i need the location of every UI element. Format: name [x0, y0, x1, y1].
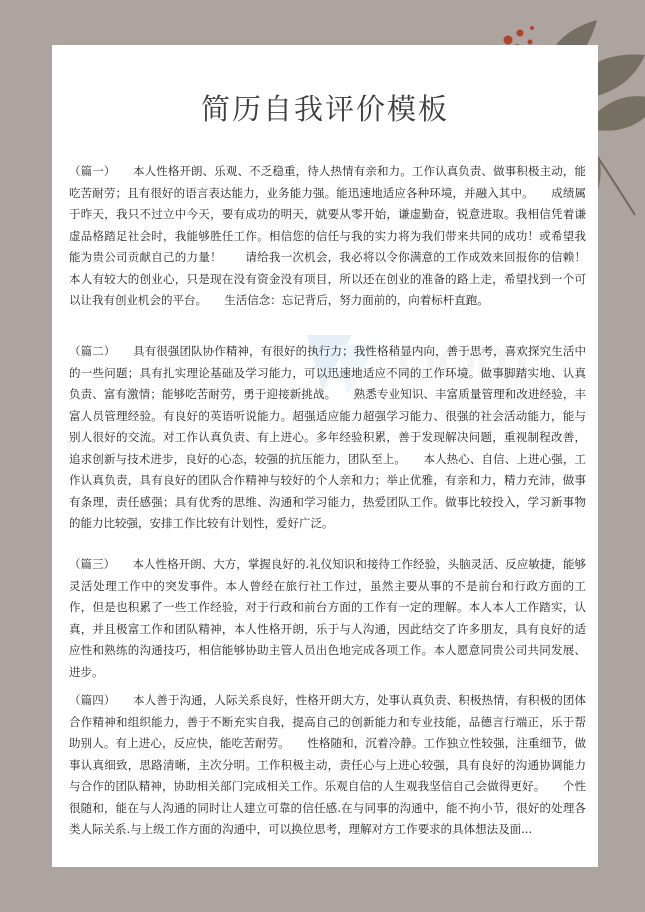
document-page [52, 45, 609, 867]
section-2-text: （篇二） 具有很强团队协作精神，有很好的执行力；我性格稍显内向，善于思考，喜欢探究生活中的一些问题；具有扎实理论基础及学习能力，可以迅速地适应不同的工作环境。做事脚踏实地、认真负责、富有激情；能够吃苦耐劳，勇于迎接新挑战。 熟悉专业知识、丰富质量管理和改进经验，丰富人员管理经验。有良好的英语听说能力。超强适应能力超强学习能力、很强的社会活动能力，能与别人很好的交流。对工作认真负责、有上进心。多年经验积累，善于发现解决问题，重视制程改善，追求创新与技术进步，良好的心态，较强的抗压能力，团队至上。 本人热心、自信、上进心强，工作认真负责，具有良好的团队合作精神与较好的个人亲和力；举止优雅，有亲和力，精力充沛，做事有条理，责任感强；具有优秀的思维、沟通和学习能力，热爱团队工作。做事比较投入，学习新事物的能力比较强，安排工作比较有计划性，爱好广泛。 [69, 344, 586, 530]
document-title: 简历自我评价模板 [200, 92, 449, 126]
section-1-text: （篇一） 本人性格开朗、乐观、不乏稳重，待人热情有亲和力。工作认真负责、做事积极主动，能吃苦耐劳；且有很好的语言表达能力，业务能力强。能迅速地适应各种环境，并融入其中。 成绩属于昨天，我只不过立中今天，要有成功的明天，就要从零开始，谦虚勤奋，锐意进取。我相信凭着谦虚品格踏足社会时，我能够胜任工作。相信您的信任与我的实力将为我们带来共同的成功！或希望我能为贵公司贡献自己的力量！ 请给我一次机会，我必将以令你满意的工作成效来回报你的信赖！ 本人有较大的创业心，只是现在没有资金没有项目，所以还在创业的准备的路上走，希望找到一个可以让我有创业机会的平台。 生活信念：忘记背后，努力面前的，向着标杆直跑。 [69, 164, 609, 307]
section-4-text: （篇四） 本人善于沟通，人际关系良好，性格开朗大方，处事认真负责、积极热情，有积极的团体合作精神和组织能力，善于不断充实自我，提高自己的创新能力和专业技能，品德言行端正，乐于帮助别人。有上进心，反应快，能吃苦耐劳。 性格随和，沉着冷静。工作独立性较强，注重细节，做事认真细致，思路清晰，主次分明。工作积极主动，责任心与上进心较强，具有良好的沟通协调能力与合作的团队精神，协助相关部门完成相关工作。乐观自信的人生观我坚信自己会做得更好。 个性很随和，能在与人沟通的同时让人建立可靠的信任感.在与同事的沟通中，能不拘小节，很好的处理各类人际关系.与上级工作方面的沟通中，可以换位思考，理解对方工作要求的具体想法及面... [69, 693, 586, 836]
section-3-text: （篇三） 本人性格开朗、大方，掌握良好的.礼仪知识和接待工作经验，头脑灵活、反应敏捷，能够灵活处理工作中的突发事件。本人曾经在旅行社工作过，虽然主要从事的不是前台和行政方面的工作，但是也积累了一些工作经验，对于行政和前台方面的工作有一定的理解。本人本人工作踏实，认真，并且极富工作和团队精神，本人性格开朗，乐于与人沟通，因此结交了许多朋友，具有良好的适 应性和熟练的沟通技巧，相信能够协助主管人员出色地完成各项工作。本人愿意同贵公司共同发展、进步。 [69, 557, 609, 679]
